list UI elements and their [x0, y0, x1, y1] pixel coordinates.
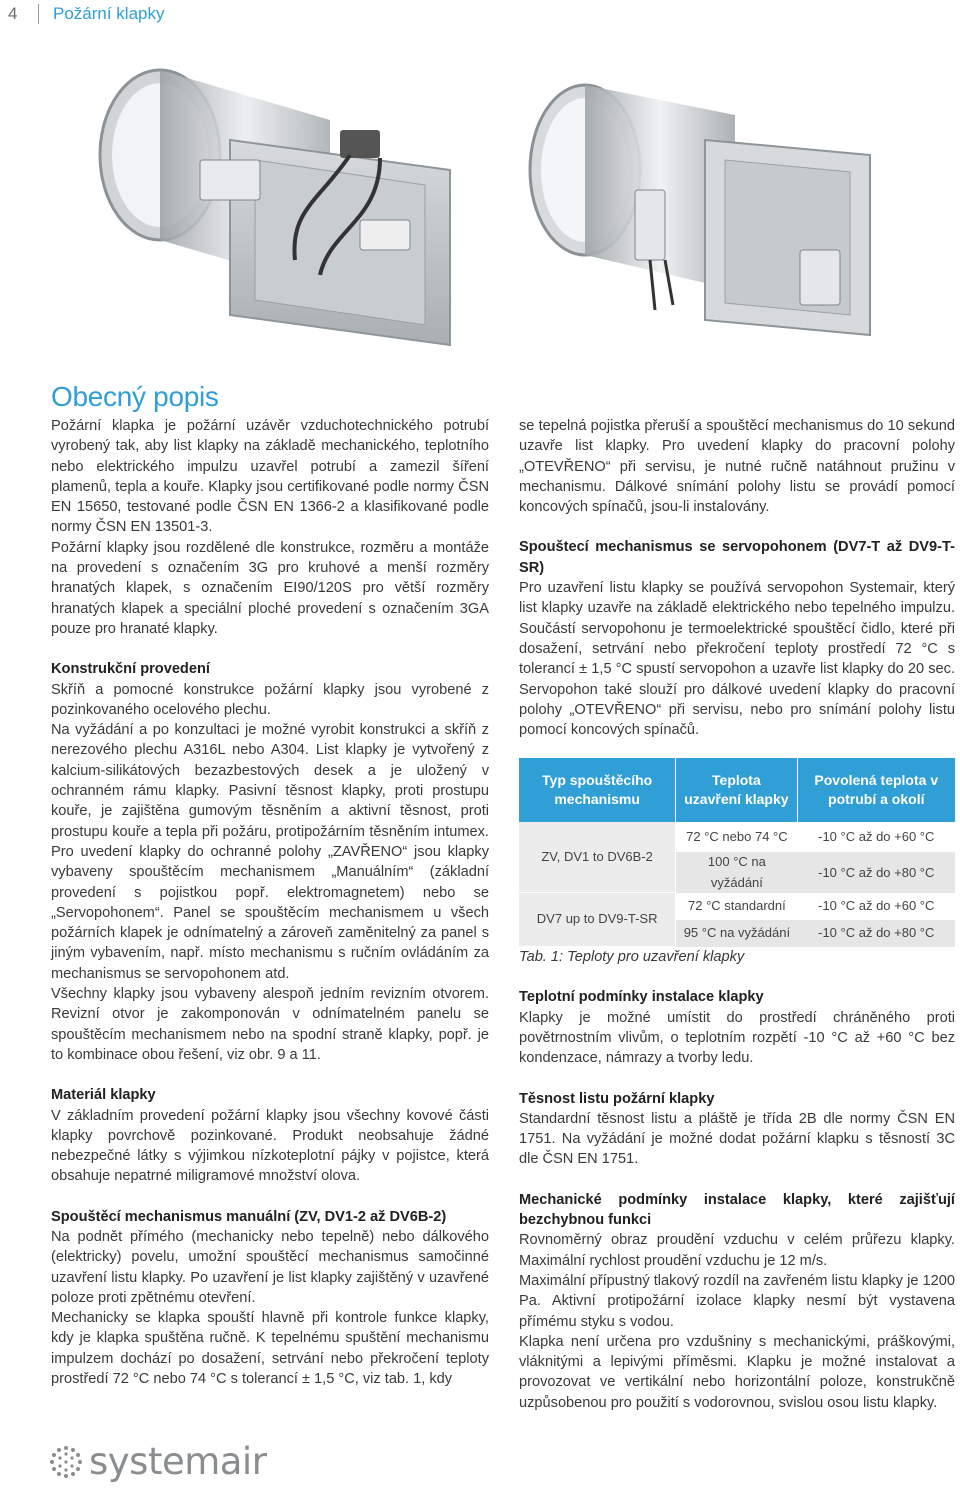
header-title: Požární klapky: [53, 4, 165, 23]
table-cell: -10 °C až do +80 °C: [798, 852, 955, 893]
table-header-allowed-temp: Povolená teplota v potrubí a okolí: [798, 758, 955, 822]
table-cell: 72 °C standardní: [676, 893, 797, 920]
manual-mechanism-paragraph-2: Mechanicky se klapka spouští hlavně při kontrole funkce klapky, kdy je klapka spuštěna ručně. K tepelnému spuštění mechanismu impulzem dochází po dosažení, setrvání nebo překročení teploty prostředí 72 °C nebo 74 °C s tolerancí ± 1,5 °C, viz tab. 1, kdy: [51, 1310, 489, 1388]
table-header-type: Typ spouštěcího mechanismu: [519, 758, 676, 822]
konstrukce-paragraph-2: Na vyžádání a po konzultaci je možné vyrobit konstrukci a skříň z nerezového plechu A316L nebo A304. List klapky je vytvořený z kalcium-silikátových bezazbestových desek a je uložený v ochranném rámu klapky. Pasivní těsnost klapky, proti prostupu kouře, je zajištěna gumovým těsněním a aktivní těsnost, proti prostupu kouře a tepla při požáru, protipožárním těsněním intumex. Pro uvedení klapky do ochranné polohy „ZAVŘENO“ jsou klapky vybaveny spouštěcím mechanismem „Manuálním“ (základní provedení s pojistkou popř. elektromagnetem) nebo se „Servopohonem“. Panel se spouštěcím mechanismem u všech požárních klapek je odnímatelný a zároveň zaměnitelný za panel s jiným vybavením, např. místo mechanismu s ručním ovládáním za mechanismus se servopohonem atd.: [51, 722, 489, 982]
round-fire-damper-actuator-photo: [505, 60, 880, 360]
continuation-paragraph: se tepelná pojistka přeruší a spouštěcí mechanismus do 10 sekund uzavře list klapky. Pro uvedení klapky do pracovní polohy „OTEVŘENO“ při servisu, je nutné ručně natáhnout pružinu v mechanismu. Dálkové snímání polohy listu se provádí pomocí koncových spínačů, jsou-li instalovány.: [519, 418, 955, 516]
round-fire-damper-photo: [80, 60, 455, 360]
material-heading: Materiál klapky: [51, 1087, 156, 1104]
temperature-table: [519, 758, 955, 947]
table-cell: 95 °C na vyžádání: [676, 920, 797, 947]
teplotni-paragraph: Klapky je možné umístit do prostředí chráněného proti povětrnostním vlivům, o teplotním rozpětí -10 °C až +60 °C bez kondenzace, námrazy a tvorby ledu.: [519, 1009, 955, 1067]
page-number: 4: [8, 4, 18, 23]
mechanicke-heading: Mechanické podmínky instalace klapky, které zajišťují bezchybnou funkci: [519, 1191, 955, 1229]
table-cell: 100 °C na vyžádání: [676, 852, 797, 893]
systemair-wordmark: systemair: [89, 1440, 267, 1483]
right-column: [519, 416, 955, 1413]
tesnost-paragraph: Standardní těsnost listu a pláště je třída 2B dle normy ČSN EN 1751. Na vyžádání je možné dodat požární klapku s těsností 3C dle ČSN EN 1751.: [519, 1110, 955, 1168]
servo-heading: Spouštecí mechanismus se servopohonem (DV7-T až DV9-T-SR): [519, 539, 955, 576]
servo-paragraph: Pro uzavření listu klapky se používá servopohon Systemair, který list klapky uzavře na základě elektrického nebo tepelného impulzu. Součástí servopohonu je termoelektrické spouštěcí čidlo, které při dosažení, setrvání nebo překročení teploty prostředí 72 °C s tolerancí ± 1,5 °C spustí servopohon a uzavře list klapky do 20 sec. Servopohon také slouží pro dálkové uvedení klapky do pracovní polohy „OTEVŘENO“ při servisu, nebo pro snímání polohy listu pomocí koncových spínačů.: [519, 580, 955, 739]
page-header: [8, 4, 165, 24]
table-cell: 72 °C nebo 74 °C: [676, 822, 797, 852]
left-column: [51, 416, 489, 1389]
tesnost-heading: Těsnost listu požární klapky: [519, 1090, 715, 1107]
mechanicke-paragraph-3: Klapka není určena pro vzdušniny s mechanickými, práškovými, vláknitými a lepivými příměsmi. Klapku je možné instalovat a provozovat ve vertikální nebo horizontální poloze, konstrukčně uzpůsobenou pro použití s vodorovnou, svislou osou listu klapky.: [519, 1333, 955, 1411]
konstrukce-paragraph-3: Všechny klapky jsou vybaveny alespoň jedním revizním otvorem. Revizní otvor je zakomponován v odnímatelném panelu se spouštěcím mechanismem nebo na spodní straně klapky, popř. je to kombinace obou řešení, viz obr. 9 a 11.: [51, 986, 489, 1063]
section-title: Obecný popis: [51, 380, 219, 412]
table-row: [519, 893, 955, 920]
table-row: [519, 822, 955, 852]
table-cell: -10 °C až do +80 °C: [798, 920, 955, 947]
mechanicke-paragraph-1: Rovnoměrný obraz proudění vzduchu v celém průřezu klapky. Maximální rychlost proudění vzduchu je 12 m/s.: [519, 1232, 955, 1269]
header-divider: [38, 4, 39, 24]
manual-mechanism-paragraph-1: Na podnět přímého (mechanicky nebo tepelně) nebo dálkového (elektricky) povelu, umožní spouštěcí mechanismus samočinné uzavření listu klapky. Po uzavření je list klapky zajištěný v uzavřené poloze proti zpětnému otevření.: [51, 1228, 489, 1306]
material-paragraph: V základním provedení požární klapky jsou všechny kovové části klapky povrchově pozinkované. Produkt neobsahuje žádné nebezpečné látky s výjimkou nízkoteplotní pájky v pojistce, která obsahuje nepatrné miligramové množství olova.: [51, 1107, 489, 1185]
table-cell-type: ZV, DV1 to DV6B-2: [519, 822, 676, 893]
table-cell: -10 °C až do +60 °C: [798, 822, 955, 852]
table-cell: -10 °C až do +60 °C: [798, 893, 955, 920]
systemair-logo-icon: [49, 1445, 83, 1479]
konstrukce-heading: Konstrukční provedení: [51, 661, 210, 678]
manual-mechanism-heading: Spouštěcí mechanismus manuální (ZV, DV1-2 až DV6B-2): [51, 1208, 447, 1225]
teplotni-heading: Teplotní podmínky instalace klapky: [519, 989, 764, 1006]
konstrukce-paragraph-1: Skříň a pomocné konstrukce požární klapky jsou vyrobené z pozinkovaného ocelového plechu.: [51, 681, 489, 718]
intro-paragraph-2: Požární klapky jsou rozdělené dle konstrukce, rozměru a montáže na provedení s označením 3G pro kruhové a menší rozměry hranatých klapek, s označením EI90/120S pro větší rozměry hranatých klapek a speciální ploché provedení s označením 3GA pouze pro hranaté klapky.: [51, 539, 489, 637]
intro-paragraph-1: Požární klapka je požární uzávěr vzduchotechnického potrubí vyrobený tak, aby list klapky na základě mechanického, teplotního nebo elektrického impulzu uzavřel potrubí a zamezil šíření plamenů, tepla a kouře. Klapky jsou certifikované podle normy ČSN EN 15650, testované podle ČSN EN 1366-2 a klasifikované podle normy ČSN EN 13501-3.: [51, 418, 489, 536]
table-cell-type: DV7 up to DV9-T-SR: [519, 893, 676, 947]
systemair-logo: [49, 1440, 266, 1483]
table-caption: Tab. 1: Teploty pro uzavření klapky: [519, 949, 745, 966]
table-header-closing-temp: Teplota uzavření klapky: [676, 758, 797, 822]
mechanicke-paragraph-2: Maximální přípustný tlakový rozdíl na zavřeném listu klapky je 1200 Pa. Aktivní protipožární izolace klapky nesmí být vystavena přímému styku s vodou.: [519, 1272, 955, 1330]
